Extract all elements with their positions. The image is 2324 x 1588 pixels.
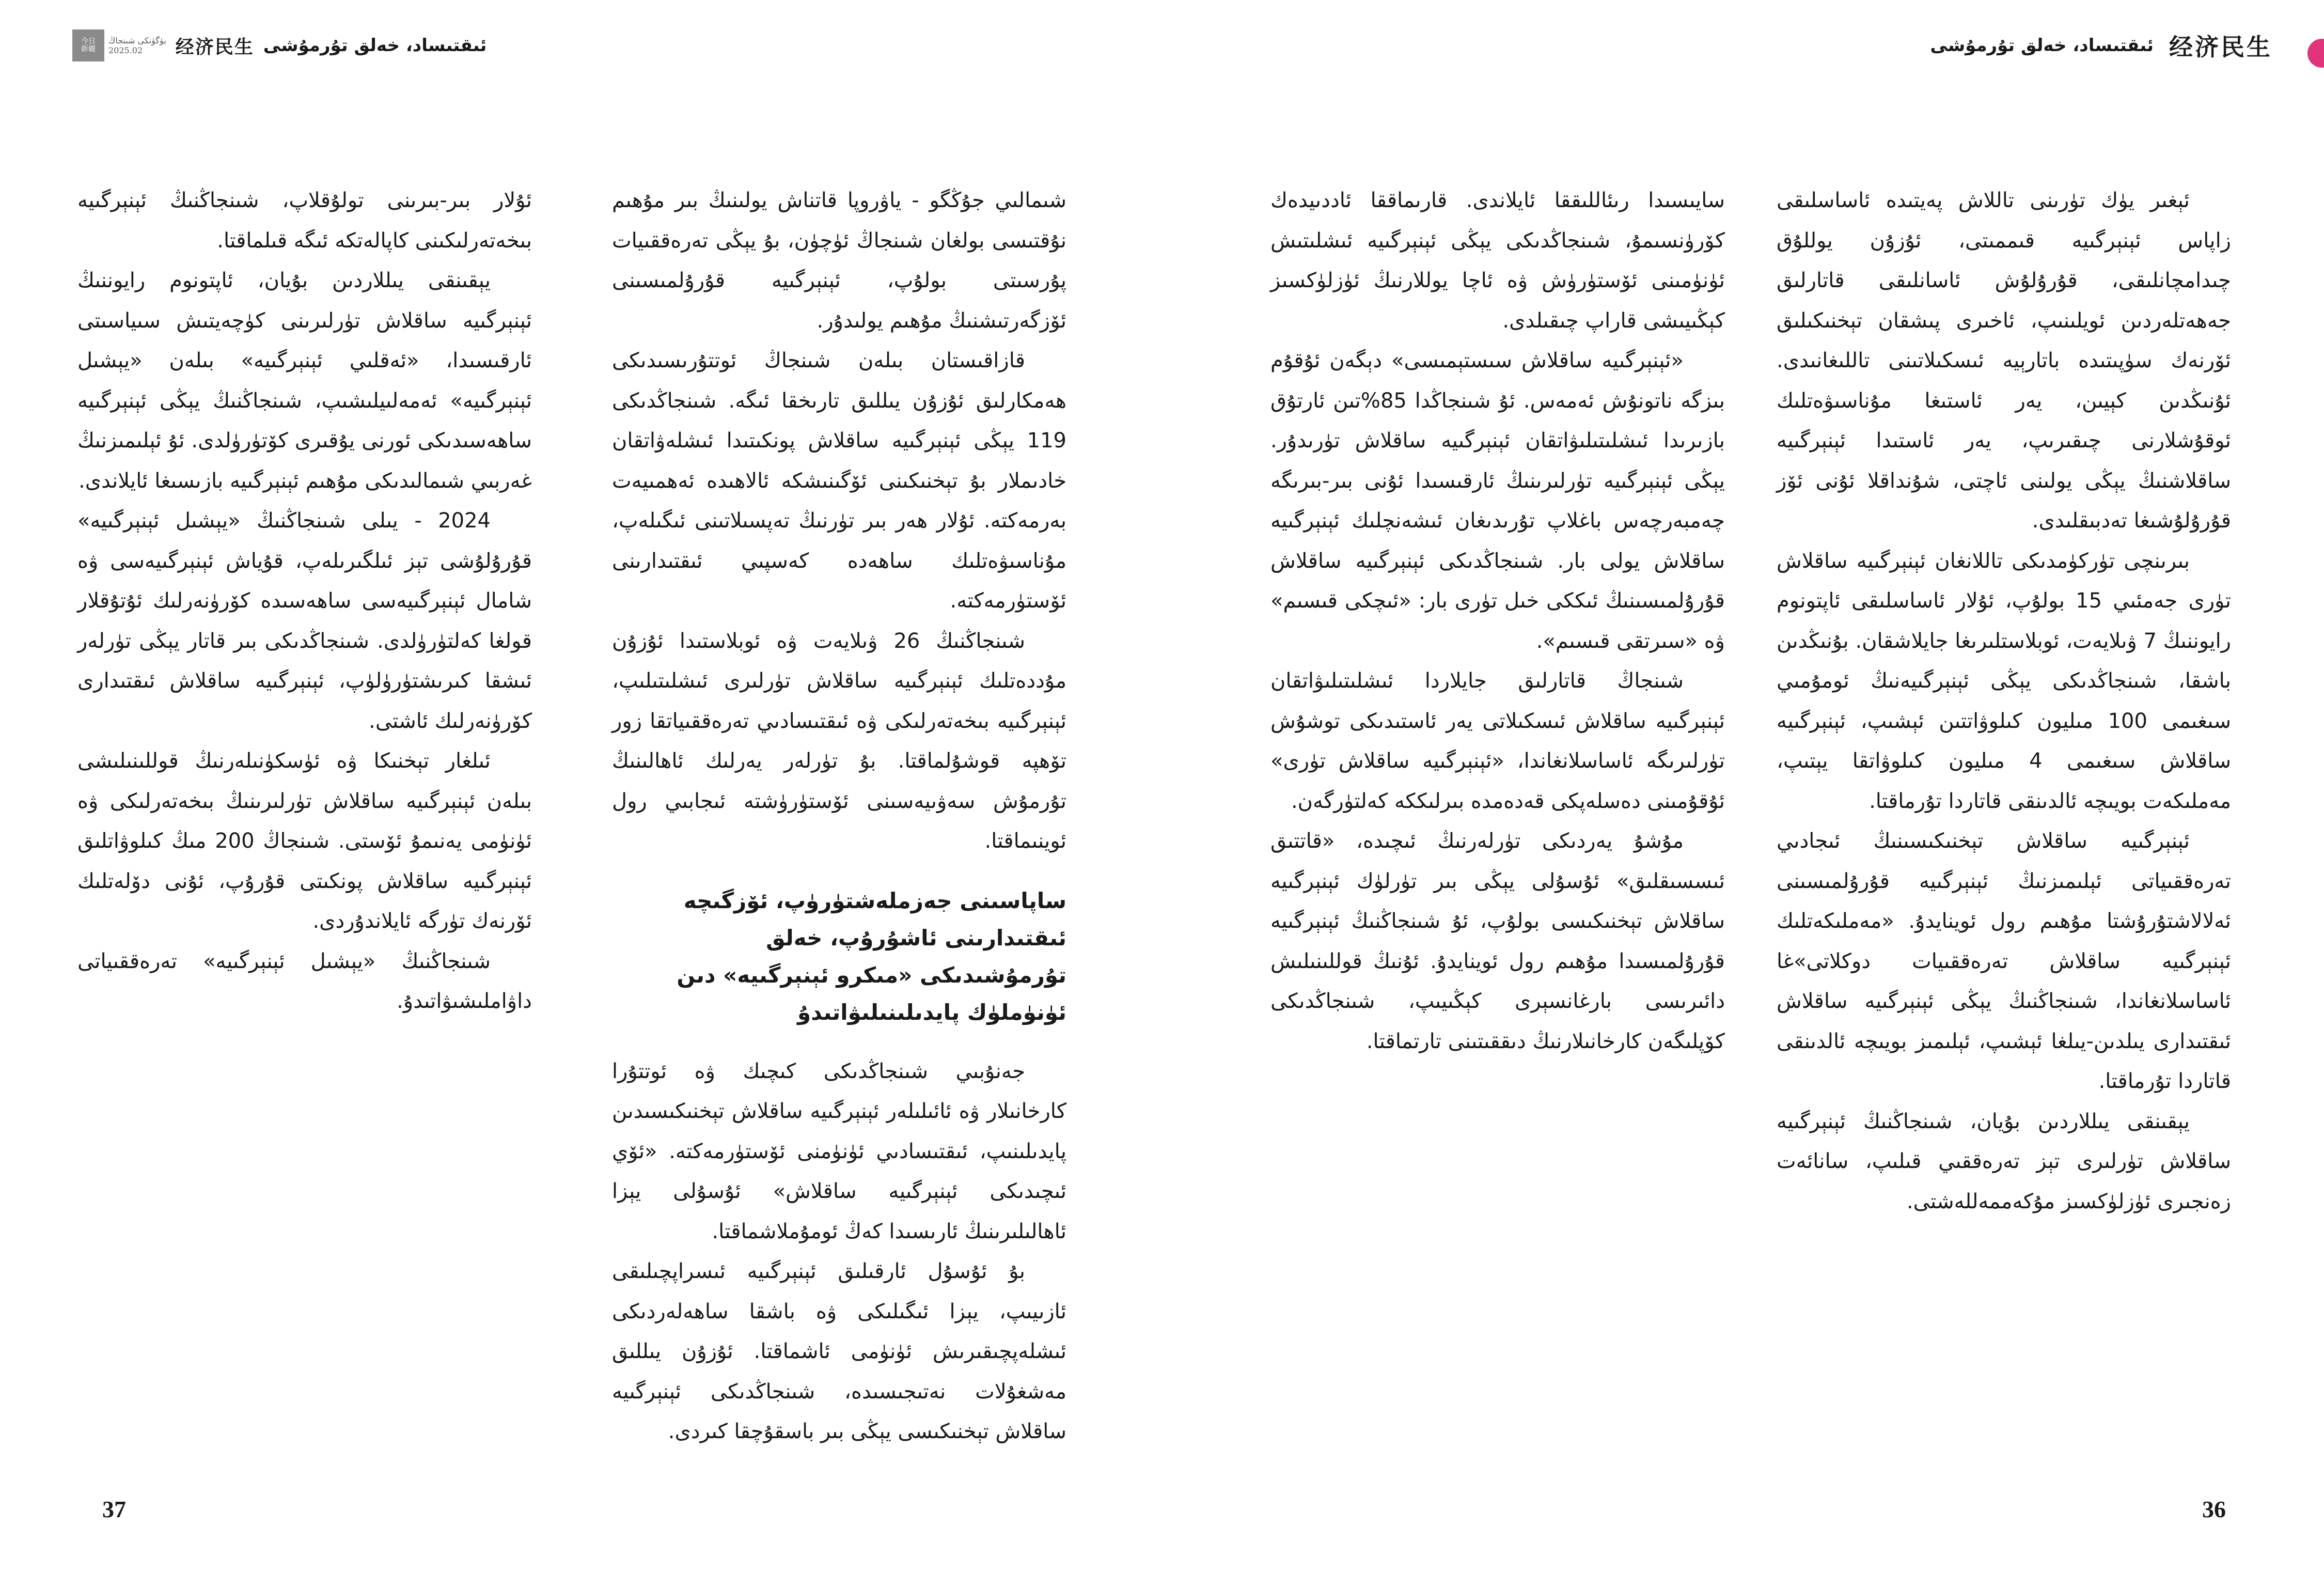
section-title-chinese: 经济民生 (2169, 33, 2272, 61)
section-title-chinese: 经济民生 (175, 36, 254, 58)
paragraph: شىنجاڭنىڭ «يېشىل ئېنېرگىيە» تەرەققىياتى داۋاملىشىۋاتىدۇ. (77, 949, 532, 1013)
column-4 (1777, 181, 2231, 1222)
paragraph: مۇشۇ يەردىكى تۈرلەرنىڭ ئىچىدە، «قاتتىق ئىسسىقلىق» ئۇسۇلى يېڭى بىر تۈرلۈك ئېنېرگىيە ساقلاش تېخنىكىسى بولۇپ، ئۇ شىنجاڭنىڭ ئېنېرگىيە قۇرۇلمىسىدا مۇھىم رول ئوينايدۇ. ئۇنىڭ قوللىنىلىش دائىرىسى بارغانسېرى كېڭىيىپ، شىنجاڭدىكى كۆپلىگەن كارخانىلارنىڭ دىققىتىنى تارتماقتا. (1270, 829, 1725, 1053)
subheading: ساپاسىنى جەزملەشتۈرۈپ، ئۆزگىچە ئىقتىدارىنى ئاشۇرۇپ، خەلق تۇرمۇشىدىكى «مىكرو ئېنېرگىيە» دىن ئۈنۈملۈك پايدىلىنىلىۋاتىدۇ (677, 888, 1066, 1025)
paragraph: قازاقىستان بىلەن شىنجاڭ ئوتتۇرىسىدىكى ھەمكارلىق ئۇزۇن يىللىق تارىخقا ئىگە. شىنجاڭدىكى 119 يېڭى ئېنېرگىيە ساقلاش پونكىتىدا ئىشلەۋاتقان خادىملار بۇ تېخنىكىنى ئۆگىنىشكە ئالاھىدە ئەھمىيەت بەرمەكتە. ئۇلار ھەر بىر تۈرنىڭ تەپسىلاتىنى ئىگىلەپ، مۇناسىۋەتلىك ساھەدە كەسپىي ئىقتىدارىنى ئۆستۈرمەكتە. (612, 349, 1066, 613)
magazine-logo (72, 29, 166, 61)
page-number-left: 37 (102, 1496, 126, 1522)
paragraph: شىنجاڭ قاتارلىق جايلاردا ئىشلىتىلىۋاتقان ئېنېرگىيە ساقلاش ئىسكىلاتى يەر ئاستىدىكى توشۇش تۈرلىرىگە ئاساسلانغاندا، «ئېنېرگىيە ساقلاش تۈرى» ئۇقۇمىنى دەسلەپكى قەدەمدە بىرلىككە كەلتۈرگەن. (1270, 669, 1725, 813)
column-1 (77, 181, 532, 1022)
left-header (72, 30, 486, 61)
page-number-right: 36 (2202, 1496, 2226, 1522)
paragraph: جەنۇبىي شىنجاڭدىكى كىچىك ۋە ئوتتۇرا كارخانىلار ۋە ئائىلىلەر ئېنېرگىيە ساقلاش تېخنىكىسىدىن پايدىلىنىپ، ئىقتىسادىي ئۈنۈمنى ئۆستۈرمەكتە. «ئۆي ئىچىدىكى ئېنېرگىيە ساقلاش» ئۇسۇلى يېزا ئاھالىلىرىنىڭ ئارىسىدا كەڭ ئومۇملاشماقتا. (612, 1059, 1066, 1243)
logo-mark: 今日 新疆 (72, 29, 104, 61)
paragraph: ئىلغار تېخنىكا ۋە ئۈسكۈنىلەرنىڭ قوللىنىلىشى بىلەن ئېنېرگىيە ساقلاش تۈرلىرىنىڭ بىخەتەرلىكى ۋە ئۈنۈمى يەنىمۇ ئۆستى. شىنجاڭ 200 مىڭ كىلوۋاتلىق ئېنېرگىيە ساقلاش پونكىتى قۇرۇپ، ئۇنى دۆلەتلىك ئۆرنەك تۈرگە ئايلاندۇردى. (77, 749, 532, 933)
section-title-uyghur: ئىقتىساد، خەلق تۇرمۇشى (1930, 35, 2154, 56)
paragraph: بۇ ئۇسۇل ئارقىلىق ئېنېرگىيە ئىسراپچىلىقى ئازىيىپ، يېزا ئىگىلىكى ۋە باشقا ساھەلەردىكى ئىشلەپچىقىرىش ئۈنۈمى ئاشماقتا. ئۇزۇن يىللىق مەشغۇلات نەتىجىسىدە، شىنجاڭدىكى ئېنېرگىيە ساقلاش تېخنىكىسى يېڭى بىر باسقۇچقا كىردى. (612, 1259, 1066, 1443)
paragraph: شىنجاڭنىڭ 26 ۋىلايەت ۋە ئوبلاستىدا ئۇزۇن مۇددەتلىك ئېنېرگىيە ساقلاش تۈرلىرى ئىشلىتىلىپ، ئېنېرگىيە بىخەتەرلىكى ۋە ئىقتىسادىي تەرەققىياتقا زور تۆھپە قوشۇلماقتا. بۇ تۈرلەر يەرلىك ئاھالىنىڭ تۇرمۇش سەۋىيەسىنى ئۆستۈرۈشتە ئىجابىي رول ئوينىماقتا. (612, 629, 1066, 853)
issue-date: 2025.02 (108, 45, 143, 55)
paragraph: شىمالىي جۇڭگو - ياۋروپا قاتناش يولىنىڭ بىر مۇھىم نۇقتىسى بولغان شىنجاڭ ئۈچۈن، بۇ يېڭى تەرەققىيات پۇرسىتى بولۇپ، ئېنېرگىيە قۇرۇلمىسىنى ئۆزگەرتىشنىڭ مۇھىم يولىدۇر. (612, 189, 1066, 333)
paragraph: ئېغىر يۈك تۈرىنى تاللاش پەيتىدە ئاساسلىقى زاپاس ئېنېرگىيە قىممىتى، ئۇزۇن يوللۇق چىدامچانلىقى، قۇرۇلۇش ئاسانلىقى قاتارلىق جەھەتلەردىن ئويلىنىپ، ئاخىرى پىشقان تېخنىكىلىق ئۆرنەك سۈپىتىدە باتارېيە ئىسكىلاتىنى تاللىغانىدى. ئۇنىڭدىن كېيىن، يەر ئاستىغا مۇناسىۋەتلىك ئوقۇشلارنى چىقىرىپ، يەر ئاستىدا ئېنېرگىيە ساقلاشنىڭ يېڭى يولىنى ئاچتى، شۇنداقلا ئۇنى ئۆز قۇرۇلۇشىغا تەدبىقلىدى. (1777, 189, 2231, 533)
paragraph: ئېنېرگىيە ساقلاش تېخنىكىسىنىڭ ئىجادىي تەرەققىياتى ئېلىمىزنىڭ ئېنېرگىيە قۇرۇلمىسىنى ئەلالاشتۇرۇشتا مۇھىم رول ئوينايدۇ. «مەملىكەتلىك ئېنېرگىيە ساقلاش تەرەققىيات دوكلاتى»غا ئاساسلانغاندا، شىنجاڭنىڭ يېڭى ئېنېرگىيە ساقلاش ئىقتىدارى يىلدىن-يىلغا ئېشىپ، ئېلىمىز بويىچە ئالدىنقى قاتاردا تۇرماقتا. (1777, 829, 2231, 1093)
column-3 (1270, 181, 1725, 1062)
column-2 (612, 181, 1066, 1452)
logo-side-text: بۈگۈنكى شىنجاڭ (108, 35, 166, 45)
paragraph: «ئېنېرگىيە ساقلاش سىستېمىسى» دېگەن ئۇقۇم بىزگە ناتونۇش ئەمەس. ئۇ شىنجاڭدا 85%تىن ئارتۇق بازىرىدا ئىشلىتىلىۋاتقان ئېنېرگىيە ساقلاش تۈرىدۇر. يېڭى ئېنېرگىيە تۈرلىرىنىڭ ئارقىسىدا ئۇنى بىر-بىرىگە چەمبەرچەس باغلاپ تۇرىدىغان ئىشەنچلىك ئېنېرگىيە ساقلاش يولى بار. شىنجاڭدىكى ئېنېرگىيە ساقلاش قۇرۇلمىسىنىڭ ئىككى خىل تۈرى بار: «ئىچكى قىسىم» ۋە «سىرتقى قىسىم». (1270, 349, 1725, 653)
section-title-uyghur: ئىقتىساد، خەلق تۇرمۇشى (263, 35, 487, 56)
paragraph: يېقىنقى يىللاردىن بۇيان، شىنجاڭنىڭ ئېنېرگىيە ساقلاش تۈرلىرى تېز تەرەققىي قىلىپ، سانائەت زەنجىرى ئۈزلۈكسىز مۇكەممەللەشتى. (1777, 1109, 2231, 1213)
right-header (1930, 30, 2272, 61)
section-marker-dot (2307, 39, 2324, 68)
paragraph: ئۇلار بىر-بىرىنى تولۇقلاپ، شىنجاڭنىڭ ئېنېرگىيە بىخەتەرلىكىنى كاپالەتكە ئىگە قىلماقتا. (77, 189, 532, 253)
paragraph: 2024 - يىلى شىنجاڭنىڭ «يېشىل ئېنېرگىيە» قۇرۇلۇشى تېز ئىلگىرىلەپ، قۇياش ئېنېرگىيەسى ۋە شامال ئېنېرگىيەسى ساھەسىدە كۆرۈنەرلىك ئۇتۇقلار قولغا كەلتۈرۈلدى. شىنجاڭدىكى بىر قاتار يېڭى تۈرلەر ئىشقا كىرىشتۈرۈلۈپ، ئېنېرگىيە ساقلاش ئىقتىدارى كۆرۈنەرلىك ئاشتى. (77, 509, 532, 733)
paragraph: يېقىنقى يىللاردىن بۇيان، ئاپتونوم رايوننىڭ ئېنېرگىيە ساقلاش تۈرلىرىنى كۈچەيتىش سىياسىتى ئارقىسىدا، «ئەقلىي ئېنېرگىيە» بىلەن «يېشىل ئېنېرگىيە» ئەمەلىيلىشىپ، شىنجاڭنىڭ يېڭى ئېنېرگىيە ساھەسىدىكى ئورنى يۇقىرى كۆتۈرۈلدى. ئۇ ئېلىمىزنىڭ غەربىي شىمالىدىكى مۇھىم ئېنېرگىيە بازىسىغا ئايلاندى. (77, 269, 532, 493)
paragraph: بىرىنچى تۈركۈمدىكى تاللانغان ئېنېرگىيە ساقلاش تۈرى جەمئىي 15 بولۇپ، ئۇلار ئاساسلىقى ئاپتونوم رايوننىڭ 7 ۋىلايەت، ئوبلاستلىرىغا جايلاشقان. بۇنىڭدىن باشقا، شىنجاڭدىكى يېڭى ئېنېرگىيەنىڭ ئومۇمىي سىغىمى 100 مىليون كىلوۋاتتىن ئېشىپ، ئېنېرگىيە ساقلاش سىغىمى 4 مىليون كىلوۋاتقا يېتىپ، مەملىكەت بويىچە ئالدىنقى قاتاردا تۇرماقتا. (1777, 549, 2232, 813)
paragraph: سايىسىدا رىئاللىققا ئايلاندى. قارىماققا ئاددىيدەك كۆرۈنسىمۇ، شىنجاڭدىكى يېڭى ئېنېرگىيە ئىشلىتىش ئۈنۈمىنى ئۆستۈرۈش ۋە ئاچا يوللارنىڭ ئۈزلۈكسىز كېڭىيىشى قاراپ چىقىلدى. (1270, 189, 1725, 333)
